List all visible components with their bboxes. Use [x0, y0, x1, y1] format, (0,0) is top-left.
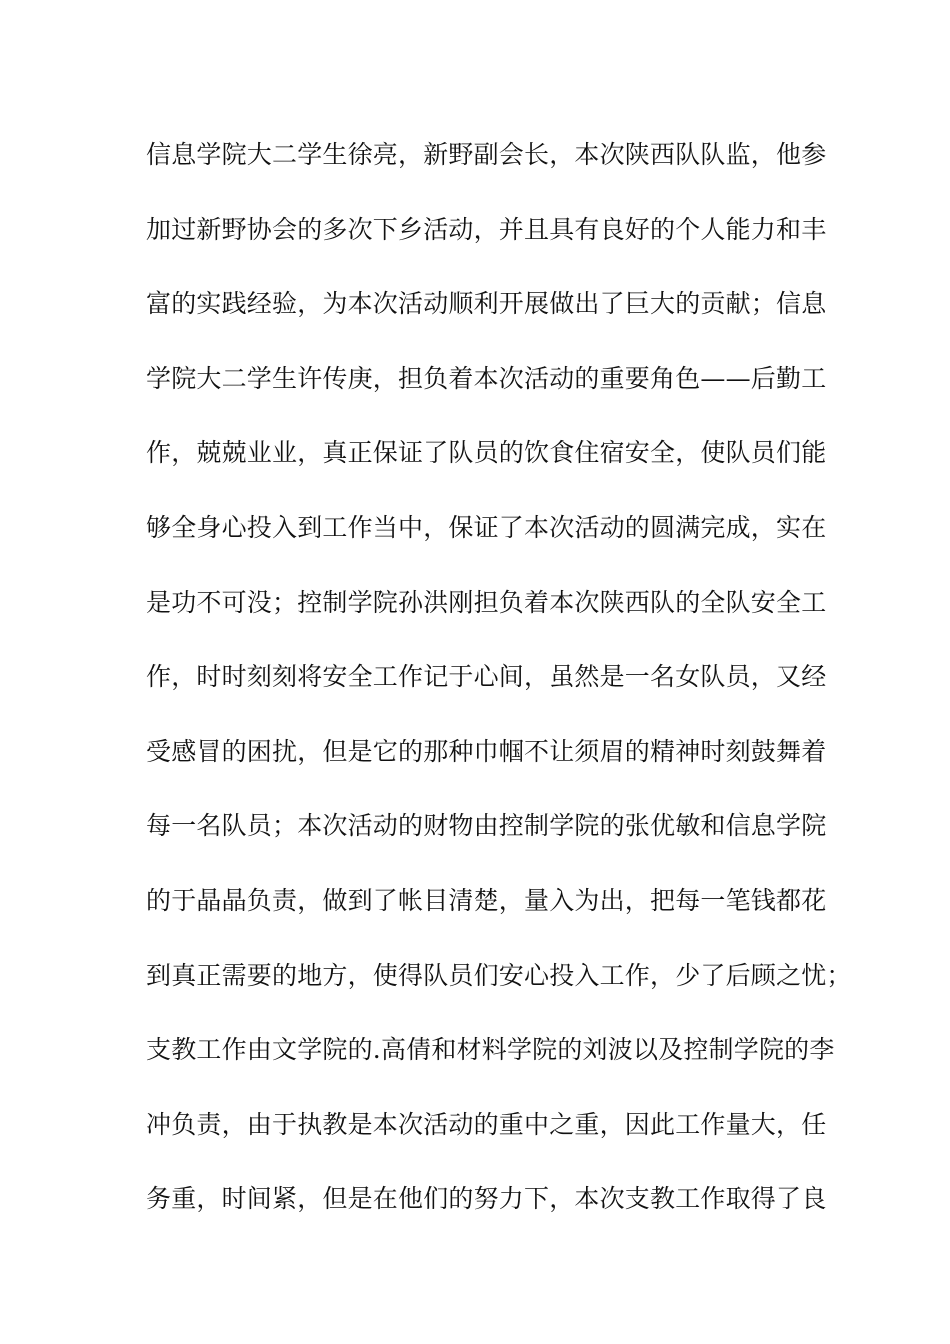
text-line: 作，时时刻刻将安全工作记于心间，虽然是一名女队员，又经	[146, 662, 827, 692]
text-line: 冲负责，由于执教是本次活动的重中之重，因此工作量大，任	[146, 1109, 827, 1139]
text-line: 的于晶晶负责，做到了帐目清楚，量入为出，把每一笔钱都花	[146, 885, 827, 915]
text-line: 作，兢兢业业，真正保证了队员的饮食住宿安全，使队员们能	[146, 438, 827, 468]
text-line: 每一名队员；本次活动的财物由控制学院的张优敏和信息学院	[146, 811, 827, 841]
text-line: 学院大二学生许传庚，担负着本次活动的重要角色——后勤工	[146, 363, 827, 393]
text-line: 信息学院大二学生徐亮，新野副会长，本次陕西队队监，他参	[146, 140, 827, 169]
text-line: 受感冒的困扰，但是它的那种巾帼不让须眉的精神时刻鼓舞着	[146, 736, 827, 766]
text-line: 够全身心投入到工作当中，保证了本次活动的圆满完成，实在	[146, 512, 827, 542]
body-text	[146, 133, 852, 1252]
text-line: 富的实践经验，为本次活动顺利开展做出了巨大的贡献；信息	[146, 289, 827, 319]
text-line: 是功不可没；控制学院孙洪刚担负着本次陕西队的全队安全工	[146, 587, 827, 617]
text-line: 支教工作由文学院的.高倩和材料学院的刘波以及控制学院的李	[146, 1035, 835, 1065]
text-line: 到真正需要的地方，使得队员们安心投入工作，少了后顾之忧；	[146, 960, 852, 990]
text-line: 加过新野协会的多次下乡活动，并且具有良好的个人能力和丰	[146, 214, 827, 244]
text-line: 务重，时间紧，但是在他们的努力下，本次支教工作取得了良	[146, 1184, 827, 1214]
